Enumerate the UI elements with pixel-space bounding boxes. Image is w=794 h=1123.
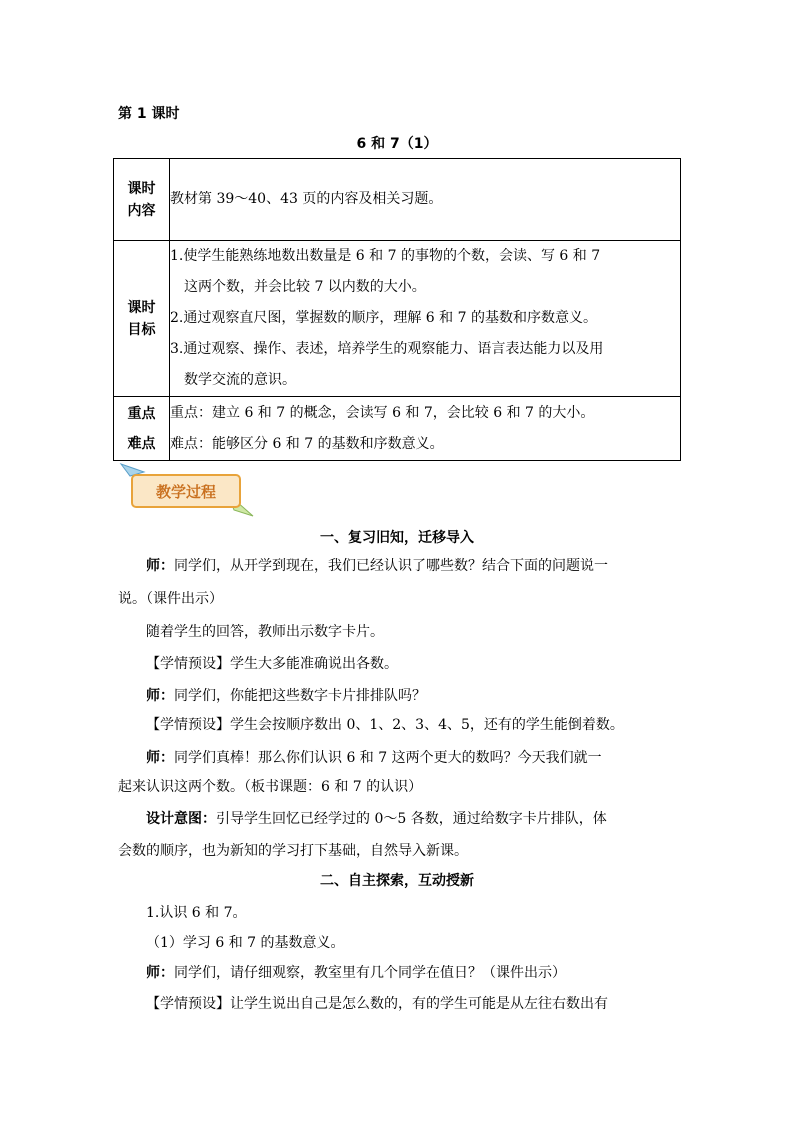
goal-item: 2.通过观察直尺图，掌握数的顺序，理解 6 和 7 的基数和序数意义。 bbox=[170, 310, 597, 326]
paragraph: 【学情预设】学生会按顺序数出 0、1、2、3、4、5，还有的学生能倒着数。 bbox=[146, 717, 624, 733]
section-heading: 二、自主探索，互动授新 bbox=[320, 873, 474, 889]
goal-item: 1.使学生能熟练地数出数量是 6 和 7 的事物的个数，会读、写 6 和 7 bbox=[170, 248, 601, 264]
lesson-info-table bbox=[113, 158, 681, 461]
paragraph: 师：同学们，你能把这些数字卡片排排队吗？ bbox=[146, 688, 426, 704]
svg-text:教学过程: 教学过程 bbox=[155, 483, 217, 501]
table-row bbox=[114, 397, 681, 461]
paragraph: 随着学生的回答，教师出示数字卡片。 bbox=[146, 624, 384, 640]
key-text: 重点：建立 6 和 7 的概念，会读写 6 和 7，会比较 6 和 7 的大小。 难点：能够区分 6 和 7 的基数和序数意义。 bbox=[170, 397, 681, 461]
paragraph-cont: 说。（课件出示） bbox=[118, 591, 223, 607]
content-text: 教材第 39～40、43 页的内容及相关习题。 bbox=[170, 159, 681, 241]
paragraph: 【学情预设】学生大多能准确说出各数。 bbox=[146, 656, 398, 672]
paragraph: 1.认识 6 和 7。 bbox=[146, 905, 247, 921]
paragraph: 师：同学们，从开学到现在，我们已经认识了哪些数？结合下面的问题说一 bbox=[146, 558, 608, 574]
paragraph-cont: 会数的顺序，也为新知的学习打下基础，自然导入新课。 bbox=[118, 843, 468, 859]
paragraph-cont: 起来认识这两个数。（板书课题：6 和 7 的认识） bbox=[118, 779, 423, 795]
paragraph: （1）学习 6 和 7 的基数意义。 bbox=[146, 935, 345, 951]
paragraph: 设计意图：引导学生回忆已经学过的 0～5 各数，通过给数字卡片排队，体 bbox=[146, 811, 607, 827]
paragraph: 师：同学们真棒！那么你们认识 6 和 7 这两个更大的数吗？今天我们就一 bbox=[146, 750, 602, 766]
goals-label: 课时 目标 bbox=[114, 241, 170, 397]
lesson-title: 6 和 7（1） bbox=[356, 136, 438, 152]
table-row bbox=[114, 159, 681, 241]
key-label: 重点 难点 bbox=[114, 397, 170, 461]
goal-item-cont: 这两个数，并会比较 7 以内数的大小。 bbox=[184, 279, 426, 295]
goals-list bbox=[170, 241, 681, 397]
goal-item-cont: 数学交流的意识。 bbox=[184, 372, 296, 388]
table-row bbox=[114, 241, 681, 397]
section-heading: 一、复习旧知，迁移导入 bbox=[320, 530, 474, 546]
paragraph: 师：同学们，请仔细观察，教室里有几个同学在值日？（课件出示） bbox=[146, 965, 566, 981]
content-label: 课时 内容 bbox=[114, 159, 170, 241]
lesson-number: 第 1 课时 bbox=[118, 106, 180, 122]
paragraph: 【学情预设】让学生说出自己是怎么数的，有的学生可能是从左往右数出有 bbox=[146, 996, 608, 1012]
goal-item: 3.通过观察、操作、表述，培养学生的观察能力、语言表达能力以及用 bbox=[170, 341, 604, 357]
teaching-process-badge bbox=[118, 462, 258, 518]
